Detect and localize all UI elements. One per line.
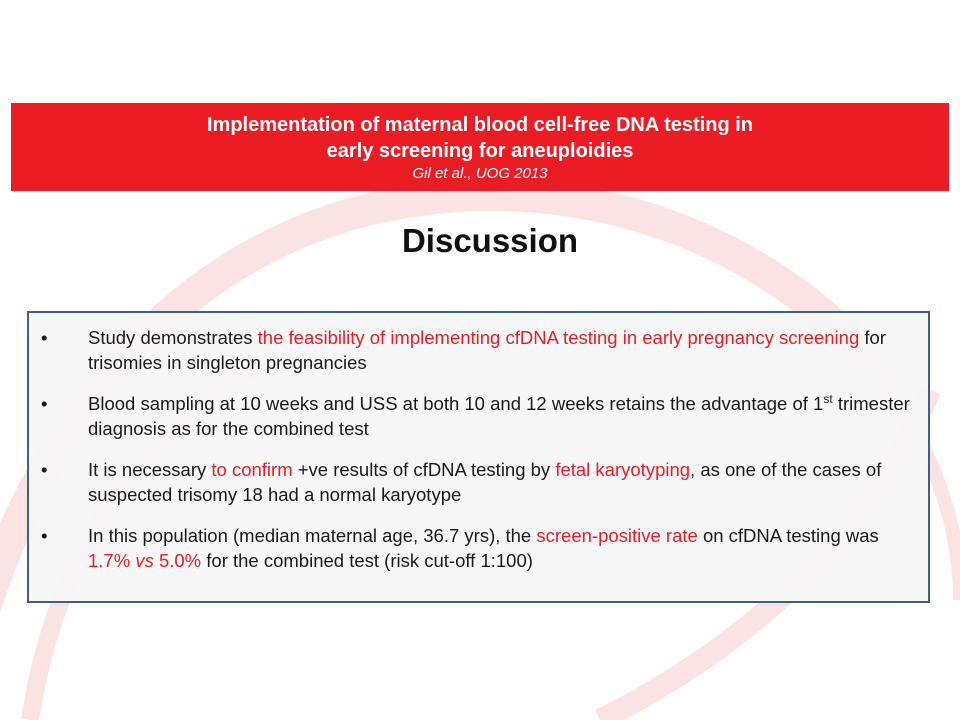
highlight-text: the feasibility of implementing cfDNA testing in early pregnancy screening bbox=[257, 327, 860, 348]
bullet-text: , as one of the cases of suspected trisomy 18 had a normal karyotype bbox=[88, 459, 882, 505]
bullet-marker: • bbox=[41, 525, 48, 546]
bullet-marker: • bbox=[41, 459, 48, 480]
bullet-marker: • bbox=[41, 327, 48, 348]
bullet-text: trimester diagnosis as for the combined test bbox=[88, 393, 910, 439]
banner-title-line-1: Implementation of maternal blood cell-free DNA testing in bbox=[207, 114, 753, 136]
highlight-text: 1.7% bbox=[88, 550, 136, 571]
section-heading: Discussion bbox=[401, 222, 579, 259]
bullet-text: +ve results of cfDNA testing by bbox=[292, 459, 556, 480]
bullet-marker: • bbox=[41, 393, 48, 414]
bullet-text: Study demonstrates bbox=[88, 327, 258, 348]
highlight-text: fetal karyotyping bbox=[555, 459, 691, 480]
highlight-text: to confirm bbox=[211, 459, 293, 480]
superscript-text: st bbox=[823, 391, 833, 406]
title-banner bbox=[11, 103, 949, 191]
bullet-item-feasibility bbox=[29, 325, 912, 375]
banner-title-line-2: early screening for aneuploidies bbox=[326, 140, 634, 162]
bullet-text: for trisomies in singleton pregnancies bbox=[88, 327, 886, 373]
bullet-item-blood-sampling bbox=[29, 391, 912, 441]
highlight-text: 5.0% bbox=[153, 550, 202, 571]
bullet-list bbox=[29, 313, 928, 573]
highlight-italic-text: vs bbox=[135, 550, 154, 571]
bullet-text: on cfDNA testing was bbox=[697, 525, 879, 546]
bullet-item-confirm-results bbox=[29, 457, 912, 507]
highlight-text: screen-positive rate bbox=[536, 525, 698, 546]
banner-citation: Gil et al., UOG 2013 bbox=[412, 165, 548, 182]
discussion-box bbox=[27, 311, 930, 603]
bullet-text: It is necessary bbox=[88, 459, 212, 480]
bullet-item-screen-positive-rate bbox=[29, 523, 912, 573]
bullet-text: for the combined test (risk cut-off 1:100) bbox=[201, 550, 533, 571]
bullet-text: In this population (median maternal age, 36.7 yrs), the bbox=[88, 525, 537, 546]
bullet-text: Blood sampling at 10 weeks and USS at both 10 and 12 weeks retains the advantage of 1 bbox=[88, 393, 824, 414]
